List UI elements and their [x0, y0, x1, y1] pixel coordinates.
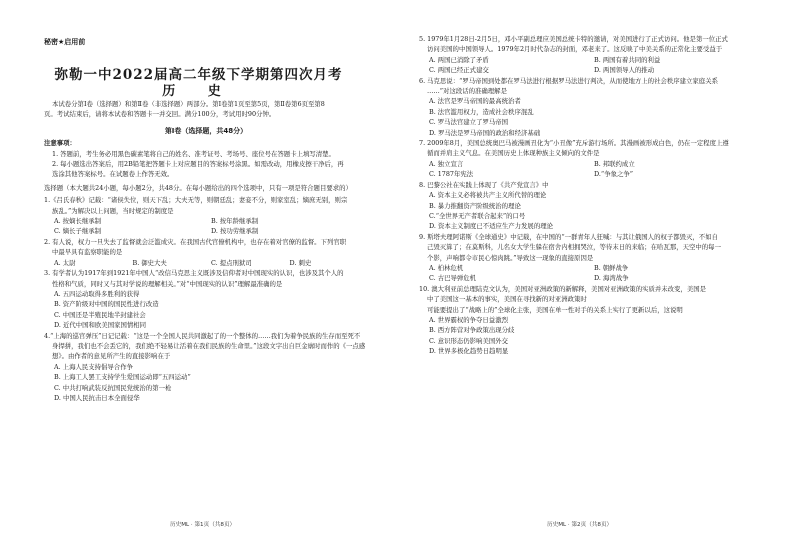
intro-line: 页。考试结束后，请将本试卷和答题卡一并交回。满分100分，考试用时90分钟。 [44, 110, 276, 119]
option: A. 太尉 [54, 258, 76, 267]
intro-line: 本试卷分第Ⅰ卷（选择题）和第Ⅱ卷（非选择题）两部分。第Ⅰ卷第1页至第5页，第Ⅱ卷第6页至第8 [52, 100, 325, 108]
question-6: 6. 马克思说：“罗马帝国到处都在罗马法进行根据罗马法进行判决，从而使地方上的社会秩序建立家庭关系 [419, 76, 718, 85]
instructions: 选择题（本大题共24小题，每小题2分，共48分。在每小题给出的四个选项中，只有一项是符合题目要求的） [44, 183, 352, 192]
notice-line: 2. 每小题选出答案后，用2B铅笔把答题卡上对应题目的答案标号涂黑。如需改动，用橡皮擦干净后，再 [52, 160, 344, 169]
option: C. 嫡长子继承制 [54, 227, 102, 236]
question-2: 2. 有人说，权力一旦失去了监督就会泛滥成灾。在我国古代官僚机构中，也存在着对官僚的监督。下列官职 [44, 237, 347, 246]
question-10: 10. 澳大利亚前总理陆克文认为，美国对亚洲政策的新解释，美国对亚洲政策的实质并未改变，美国是 [419, 284, 706, 293]
option: D. 两国领导人的推动 [594, 66, 655, 75]
question-7: 7. 2009年8月，美国总统奥巴马被漫画丑化为“小丑像”充斥游行场所。其漫画被形成白色，仍在一定程度上遵 [419, 139, 729, 148]
notice-line: 选涂其他答案标号。在试题卷上作答无效。 [52, 170, 174, 179]
option-row [419, 159, 759, 169]
option: C. 中国还是半殖民地半封建社会 [54, 310, 146, 319]
option: A. 资本主义必将被共产主义所代替的理论 [429, 191, 547, 200]
question-10: 可能要提出了“战略上的”全球化主张，美国在单一性对手的关系上实行了更新以后，这说明 [427, 305, 683, 314]
question-4: 想》。由作者的意见所产生的直接影响在于 [52, 352, 171, 361]
option: C. 中共打响武装反抗国民党统治的第一枪 [54, 383, 172, 392]
question-8: 8. 巴黎公社在实践上体现了《共产党宣言》中 [419, 180, 549, 189]
option: B. 按年龄继承制 [211, 217, 259, 226]
option: A. 柏林危机 [429, 263, 464, 272]
option: D. 中国人民抗击日本全面侵华 [54, 393, 140, 402]
page-footer: 历史ML · 第2页（共8页） [547, 522, 613, 528]
secret-label: 秘密★启用前 [44, 38, 86, 46]
notice-title: 注意事项： [44, 139, 76, 148]
question-5: 5. 1979年1月28日-2月5日，邓小平副总理应美国总统卡特的邀请，对美国进行了正式访问。他是第一位正式 [419, 35, 728, 43]
option: B. 法官滥用权力，造成社会秩序混乱 [429, 107, 534, 116]
option: B. 暴力推翻资产阶级统治的理论 [429, 201, 521, 210]
question-3: 性格和气质，同时又与其对学说的理解相关。”对“中国现实的认识”理解最准确的是 [52, 279, 283, 288]
right-column [419, 34, 759, 357]
option: B. 邦联约成立 [594, 159, 635, 168]
question-4: 4.“上海的巡官弹压”日记记载：“这是一个全国人民共同激起了的一个整体的……我们为着争民族的生存而至死不 [44, 331, 361, 340]
option: C. 1787年宪法 [429, 170, 474, 179]
option: B. 上海工人罢工支持学生爱国运动即“五四运动” [54, 373, 191, 382]
option: D. 世界多极化趋势日趋明显 [429, 347, 509, 356]
option: C.“全世界无产者联合起来”的口号 [429, 211, 526, 220]
exam-subject: 历 史 [162, 84, 235, 99]
option-row [419, 169, 759, 179]
option: D. 罗马法是罗马帝国的政治和经济基础 [429, 128, 541, 137]
option-row [44, 226, 368, 236]
option: A. 按嫡长继承制 [54, 217, 102, 226]
option: A. 上海人民支持倡导合作争 [54, 362, 133, 371]
option: D.“争象之争” [594, 170, 634, 179]
question-5: 访问美国的中国领导人。1979年2月时代杂志的封面，邓老来了。这反映了中美关系的正常化主要受益于 [427, 45, 723, 54]
option-row [419, 55, 759, 65]
exam-title: 弥勒一中2022届高二年级下学期第四次月考 [54, 67, 343, 83]
option: A. 两国已消除了矛盾 [429, 55, 489, 64]
option: A. 世界霸权的争夺日益激烈 [429, 315, 508, 324]
option-row [44, 258, 368, 268]
option: C. 罗马法官建立了罗马帝国 [429, 118, 509, 127]
option: D. 海湾战争 [594, 274, 629, 283]
option: C. 两国已经正式建交 [429, 66, 489, 75]
option: D. 近代中国和欧美国家国情相同 [54, 321, 147, 330]
option: D. 资本主义制度已不适应生产力发展的理论 [429, 222, 553, 231]
exam-page-right [397, 0, 794, 544]
notice-line: 1. 答题前，考生务必用黑色碳素笔将自己的姓名、准考证号、考场号、座位号在答题卡上填写清楚。 [52, 149, 335, 158]
option: B. 朝鲜战争 [594, 263, 629, 272]
question-9: 个影，声响都令市民心惊肉跳。”导致这一现象的直接原因是 [427, 253, 594, 262]
question-1: 1.《吕氏春秋》记载：“诸侯失位，则天下乱；大夫无等，则朝廷乱；妻妾不分，则家室乱；嫡庶无别，则宗 [44, 196, 348, 205]
option-row [419, 273, 759, 283]
question-3: 3. 有学者认为1917年到1921年中国人“改信马克思主义既涉及信仰者对中国现实的认识，也涉及其个人的 [44, 269, 344, 278]
question-7: 循而并肩主义气息。在美国历史上体现种族主义倾向的文件是 [427, 149, 600, 158]
question-10: 中了美国这一基本的事实，美国在寻找新的对亚洲政策时 [427, 295, 587, 304]
option-row [44, 216, 368, 226]
question-2: 中最早具有监察职能的是 [52, 248, 123, 257]
option: C. 古巴导弹危机 [429, 274, 477, 283]
option: A. 独立宣言 [429, 159, 464, 168]
option-row [419, 263, 759, 273]
option-row [419, 65, 759, 75]
option: A. 五四运动取得多胜利的获得 [54, 289, 140, 298]
option: A. 法官是罗马帝国的最高统治者 [429, 97, 521, 106]
question-1: 族乱。”为解决以上问题，当时规定的制度是 [52, 206, 174, 215]
option: D. 按功劳继承制 [211, 227, 259, 236]
option: B. 资产阶级对中国的国民性进行改造 [54, 300, 159, 309]
option: C. 提点刑狱司 [211, 258, 252, 267]
option: D. 刺史 [289, 258, 312, 267]
question-9: 己毁灭算了；在莫斯科，儿名女大学生躲在宿舍内相拥哭泣，等待末日的来临；在哈瓦那，天空中的每一 [427, 243, 721, 252]
question-9: 9. 斯塔夫理阿诺斯《全球通史》中记载，在中国的“一群青年人狂喊：与其让俄国人的权子都毁灭，不如自 [419, 232, 718, 241]
option: B. 御史大夫 [132, 258, 167, 267]
section1-title: 第Ⅰ卷（选择题，共48分） [164, 126, 248, 135]
question-4: 身捍拼，我们也不会丢它的，我们绝不轻易让活着在我们民族的生命里。”这段文字出自巨金廓时而作的《一点感 [52, 341, 366, 350]
page-footer: 历史ML · 第1页（共8页） [170, 522, 236, 528]
option: C. 意识形态仍影响美国外交 [429, 336, 509, 345]
option: B. 两国有着共同的利益 [594, 55, 661, 64]
left-column [44, 99, 368, 403]
option: B. 西方阵营对争政策出现分歧 [429, 326, 515, 335]
question-6: ……”对这段话的准确理解是 [427, 87, 507, 96]
